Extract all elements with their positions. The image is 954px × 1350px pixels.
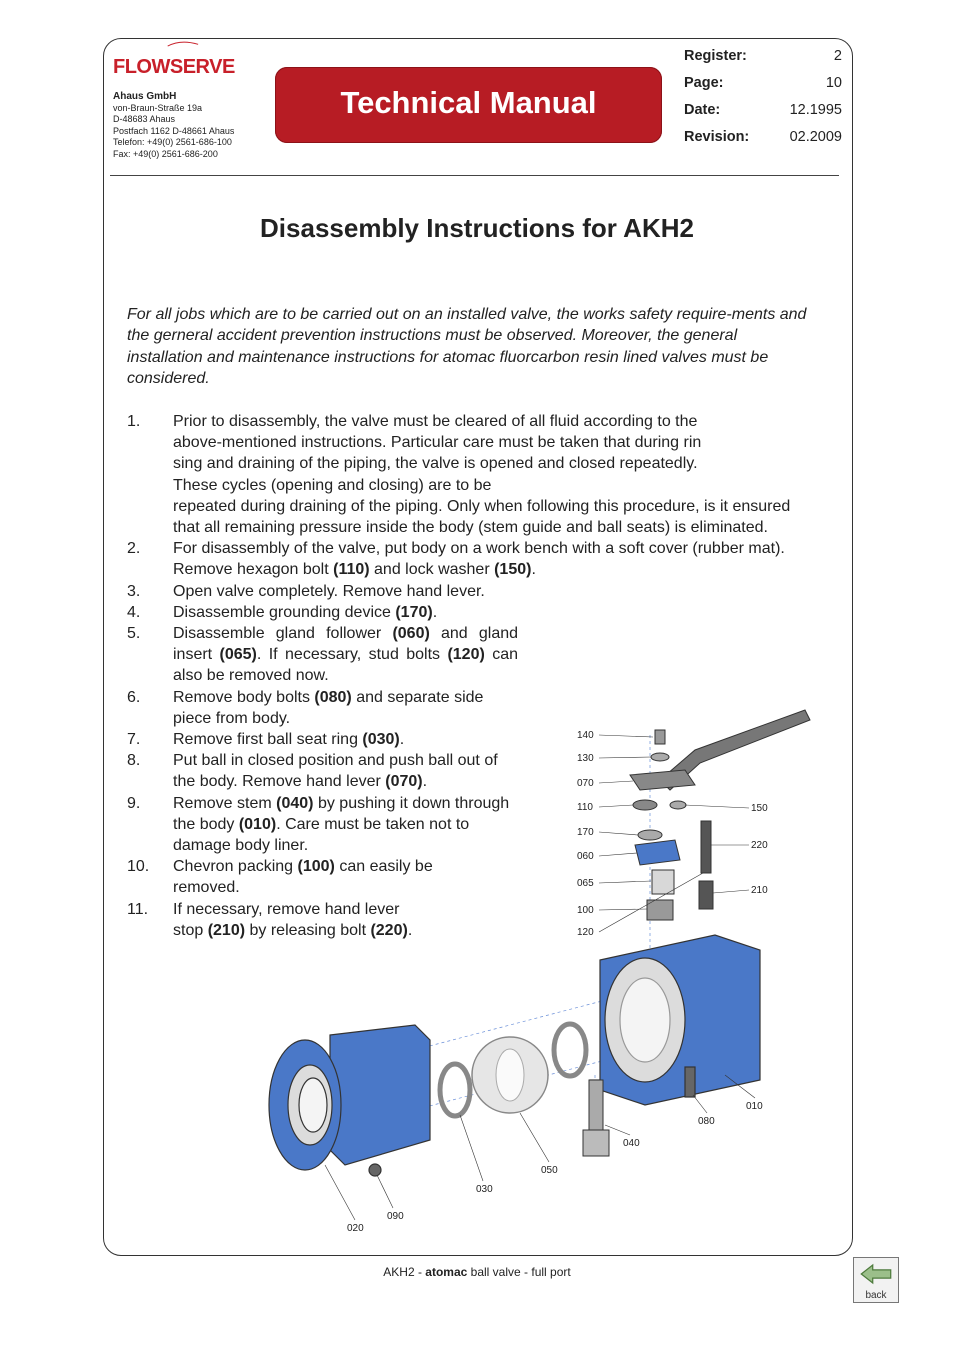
part-label: 040 (623, 1138, 640, 1149)
list-item: 3. Open valve completely. Remove hand lever. (127, 582, 485, 600)
page-value: 10 (825, 75, 842, 91)
part-label: 010 (746, 1101, 763, 1112)
list-item: repeated during draining of the piping. Only when following this procedure, is it ensured that all remaining pressure inside the body (stem guide and ball seats) is eliminated. (173, 497, 791, 537)
flowserve-logo: FLOWSERVE (113, 56, 235, 78)
part-label: 150 (751, 803, 768, 814)
address-line: von-Braun-Straße 19a (113, 102, 203, 113)
page-footer: AKH2 - atomac ball valve - full port (383, 1265, 571, 1279)
back-button[interactable] (853, 1257, 899, 1303)
part-label: 050 (541, 1165, 558, 1176)
part-label: 210 (751, 885, 768, 896)
part-label: 140 (577, 730, 594, 741)
list-item: 2. For disassembly of the valve, put body on a work bench with a soft cover (rubber mat). Remove hexagon bolt (110) and lock washer (150). (127, 540, 785, 579)
date-value: 12.1995 (789, 102, 842, 118)
header-divider (110, 175, 839, 176)
list-item: 4. Disassemble grounding device (170). (127, 603, 438, 621)
part-label: 110 (577, 802, 593, 813)
part-label: 020 (347, 1223, 364, 1234)
part-label: 120 (577, 927, 594, 938)
exploded-valve-drawing (265, 695, 825, 1240)
banner-title: Technical Manual (340, 85, 597, 120)
page-title: Disassembly Instructions for AKH2 (260, 213, 694, 243)
part-label: 070 (577, 778, 594, 789)
list-item: 9. Remove stem (040) by pushing it down through the body (010). Care must be taken not to damage body liner. (127, 794, 510, 855)
date-label: Date: (684, 102, 721, 118)
register-label: Register: (684, 48, 747, 64)
register-value: 2 (833, 48, 842, 64)
revision-value: 02.2009 (789, 129, 842, 145)
part-label: 090 (387, 1211, 404, 1222)
revision-label: Revision: (684, 129, 750, 145)
part-label: 030 (476, 1184, 493, 1195)
list-item: 10. Chevron packing (100) can easily be removed. (127, 858, 433, 897)
page-label: Page: (684, 75, 724, 91)
list-item: 11. If necessary, remove hand lever stop (210) by releasing bolt (220). (127, 900, 413, 939)
part-label: 060 (577, 851, 594, 862)
address-line: D-48683 Ahaus (113, 114, 176, 124)
back-label: back (865, 1290, 887, 1301)
arrow-left-icon (858, 1261, 894, 1287)
part-label: 130 (577, 753, 594, 764)
list-item: 5. Disassemble gland follower (060) and gland insert (065). If necessary, stud bolts (120) can also be removed now. (127, 625, 519, 685)
list-item: 1. Prior to disassembly, the valve must be cleared of all fluid according to the above-mentioned instructions. Particular care must be taken that during rin sing and draining of the piping, the valve is opened and closed repeatedly. These cycles (opening and closing) are to be (127, 413, 702, 494)
part-label: 080 (698, 1116, 715, 1127)
safety-intro: For all jobs which are to be carried out on an installed valve, the works safety require-ments and the gerneral accident prevention instructions must be observed. Moreover, the general installation and maintenance instructions for atomac fluorcarbon resin lined valves must be considered. (127, 306, 807, 387)
register-block (684, 48, 842, 156)
title-banner (275, 67, 662, 143)
list-item: 6. Remove body bolts (080) and separate side piece from body. (127, 688, 484, 727)
part-label: 065 (577, 878, 594, 889)
part-label: 220 (751, 840, 768, 851)
list-item: 8. Put ball in closed position and push ball out of the body. Remove hand lever (070). (127, 752, 498, 791)
company-name: Ahaus GmbH (113, 91, 177, 102)
part-label: 170 (577, 827, 594, 838)
company-address (113, 91, 234, 160)
address-line: Telefon: +49(0) 2561-686-100 (113, 137, 232, 147)
part-label: 100 (577, 905, 594, 916)
address-line: Postfach 1162 D-48661 Ahaus (113, 125, 235, 136)
logo-swoosh-icon (113, 40, 245, 60)
list-item: 7. Remove first ball seat ring (030). (127, 731, 405, 749)
address-line: Fax: +49(0) 2561-686-200 (113, 148, 218, 159)
